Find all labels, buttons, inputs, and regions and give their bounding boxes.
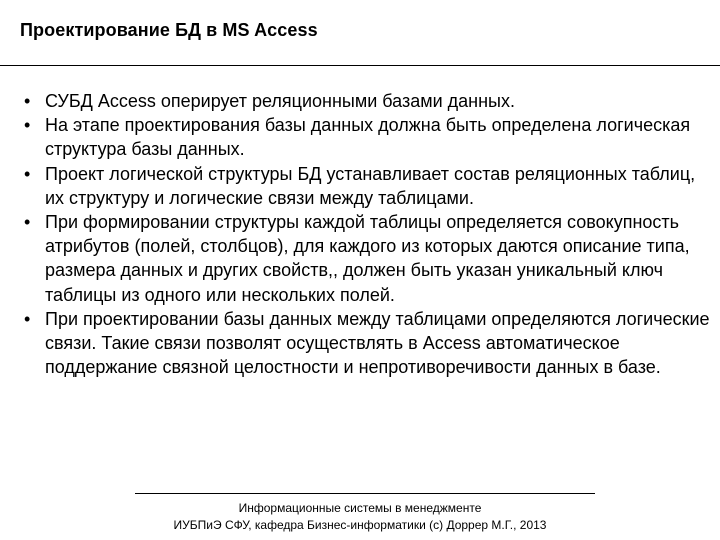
bullet-icon: • xyxy=(24,308,31,329)
slide-title: Проектирование БД в MS Access xyxy=(20,20,318,40)
footer-divider xyxy=(135,493,595,494)
bullet-text: При формировании структуры каждой таблицы определяется совокупность атрибутов (полей, столбцов), для каждого из которых даются описание типа, размера данных и других свойств,, должен быть указан уникальный ключ таблицы из одного или нескольких полей. xyxy=(45,212,690,305)
bullet-item xyxy=(20,307,710,380)
bullet-icon: • xyxy=(24,91,31,111)
bullet-text: На этапе проектирования базы данных должна быть определена логическая структура базы данных. xyxy=(45,115,691,160)
bullet-text: СУБД Access оперирует реляционными базами данных. xyxy=(45,91,515,111)
bullet-text: Проект логической структуры БД устанавливает состав реляционных таблиц, их структуру и логические связи между таблицами. xyxy=(45,163,696,208)
bullet-icon: • xyxy=(24,212,31,233)
bullet-text: При проектировании базы данных между таблицами определяются логические связи. Такие связи позволят осуществлять в Access автоматическое поддержание связной целостности и непротиворечивости данных в базе. xyxy=(45,308,710,378)
title-divider xyxy=(0,65,720,66)
bullet-item xyxy=(20,89,710,113)
footer-copyright: ИУБПиЭ СФУ, кафедра Бизнес-информатики (с) Доррер М.Г., 2013 xyxy=(173,518,547,532)
bullet-item xyxy=(20,210,710,307)
bullet-icon: • xyxy=(24,115,31,136)
bullet-list xyxy=(20,89,710,379)
bullet-icon: • xyxy=(24,163,31,184)
bullet-item xyxy=(20,113,710,161)
footer-course: Информационные системы в менеджменте xyxy=(238,501,482,515)
bullet-item xyxy=(20,162,710,210)
